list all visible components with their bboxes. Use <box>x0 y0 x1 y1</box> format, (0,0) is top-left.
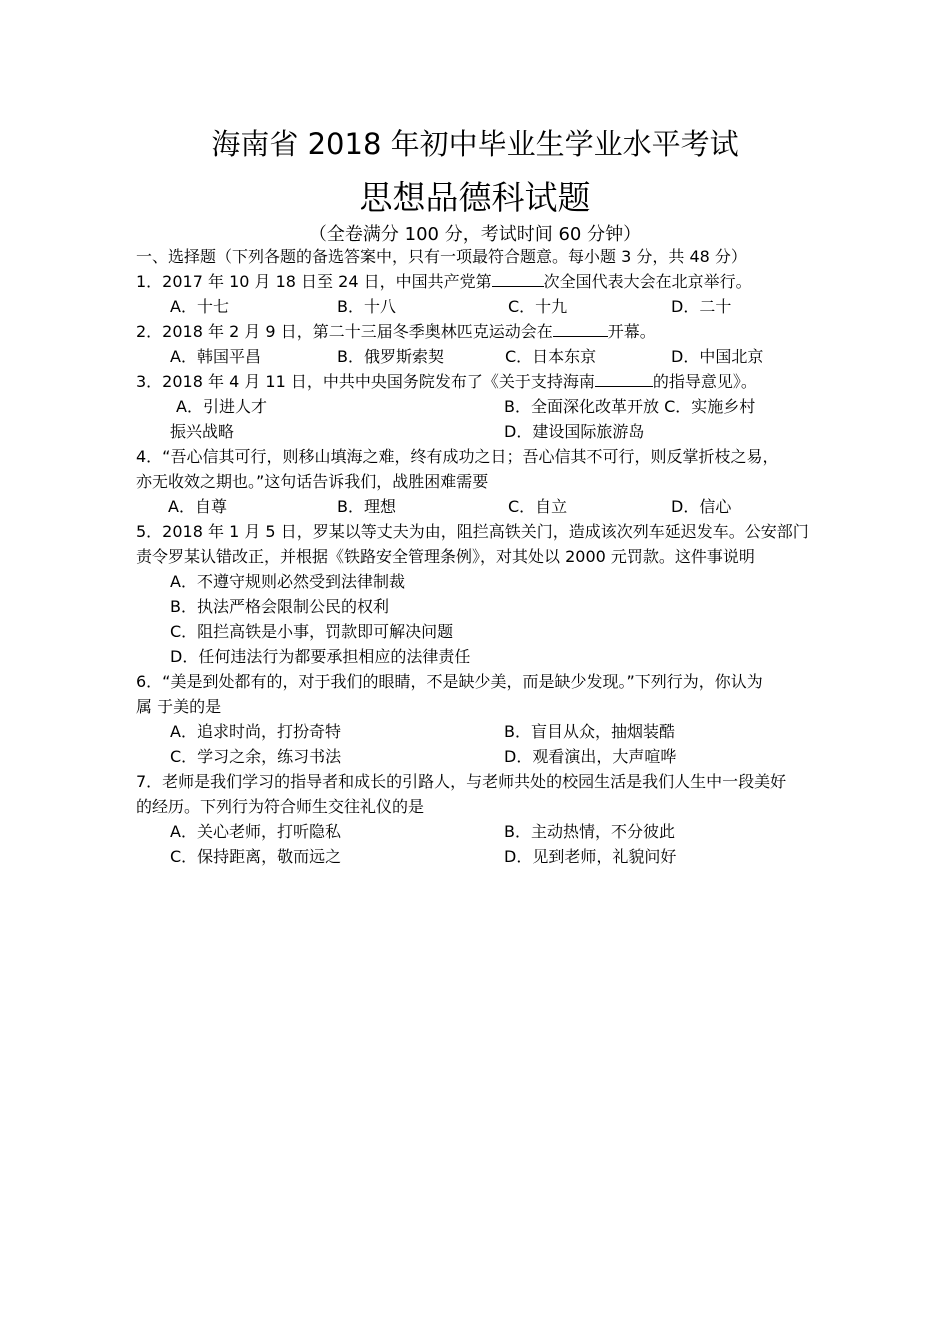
question-2-option-a: A．韩国平昌 <box>170 347 261 366</box>
question-4-option-a: A．自尊 <box>168 497 227 516</box>
question-4-option-c: C．自立 <box>508 497 568 516</box>
question-3-option-d: D．建设国际旅游岛 <box>504 422 645 441</box>
exam-subject-title: 思想品德科试题 <box>359 178 591 217</box>
question-6-stem-line2: 属 于美的是 <box>136 697 222 716</box>
question-4-option-d: D．信心 <box>671 497 732 516</box>
question-5-option-a: A．不遵守规则必然受到法律制裁 <box>170 572 405 591</box>
question-6-option-d: D．观看演出，大声喧哗 <box>504 747 677 766</box>
question-2-stem-part2: 开幕。 <box>607 322 656 341</box>
question-5-option-c: C．阻拦高铁是小事，罚款即可解决问题 <box>170 622 454 641</box>
question-7-stem-line1: 7．老师是我们学习的指导者和成长的引路人，与老师共处的校园生活是我们人生中一段美好 <box>136 772 787 791</box>
question-7-stem-line2: 的经历。下列行为符合师生交往礼仪的是 <box>136 797 425 816</box>
question-1-option-a: A．十七 <box>170 297 229 316</box>
question-2-stem-part1: 2．2018 年 2 月 9 日，第二十三届冬季奥林匹克运动会在 <box>136 322 553 341</box>
question-2-option-d: D．中国北京 <box>671 347 764 366</box>
answer-blank <box>595 372 653 387</box>
question-3-option-c-continued: 振兴战略 <box>170 422 235 441</box>
question-4-stem-line2: 亦无收效之期也。”这句话告诉我们，战胜困难需要 <box>136 472 489 491</box>
question-1-stem-part1: 1．2017 年 10 月 18 日至 24 日，中国共产党第 <box>136 272 492 291</box>
section-heading: 一、选择题（下列各题的备选答案中，只有一项最符合题意。每小题 3 分，共 48 分） <box>136 247 747 266</box>
question-6-option-b: B．盲目从众，抽烟装酷 <box>504 722 675 741</box>
question-3-stem-part2: 的指导意见》。 <box>652 372 757 391</box>
question-5-option-b: B．执法严格会限制公民的权利 <box>170 597 389 616</box>
question-2-option-c: C．日本东京 <box>505 347 597 366</box>
question-1-stem-part2: 次全国代表大会在北京举行。 <box>543 272 752 291</box>
question-6-option-a: A．追求时尚，打扮奇特 <box>170 722 341 741</box>
question-4-stem-line1: 4．“吾心信其可行，则移山填海之难，终有成功之日；吾心信其不可行，则反掌折枝之易， <box>136 447 779 466</box>
question-3-option-b-c: B．全面深化改革开放 C．实施乡村 <box>504 397 756 416</box>
question-7-option-d: D．见到老师，礼貌问好 <box>504 847 677 866</box>
answer-blank <box>553 322 608 337</box>
answer-blank <box>492 272 544 287</box>
question-3-stem-part1: 3．2018 年 4 月 11 日，中共中央国务院发布了《关于支持海南 <box>136 372 595 391</box>
question-1-option-d: D．二十 <box>671 297 732 316</box>
question-3-stem <box>136 372 757 392</box>
exam-info: （全卷满分 100 分，考试时间 60 分钟） <box>308 224 642 245</box>
question-5-stem-line1: 5．2018 年 1 月 5 日，罗某以等丈夫为由，阻拦高铁关门，造成该次列车延迟发车。公安部门 <box>136 522 809 541</box>
question-2-option-b: B．俄罗斯索契 <box>337 347 444 366</box>
question-5-stem-line2: 责令罗某认错改正，并根据《铁路安全管理条例》，对其处以 2000 元罚款。这件事说明 <box>136 547 755 566</box>
question-3-option-a: A．引进人才 <box>176 397 267 416</box>
question-6-stem-line1: 6．“美是到处都有的，对于我们的眼睛，不是缺少美，而是缺少发现。”下列行为，你认为 <box>136 672 763 691</box>
question-1-option-b: B．十八 <box>337 297 396 316</box>
question-7-option-c: C．保持距离，敬而远之 <box>170 847 342 866</box>
question-7-option-a: A．关心老师，打听隐私 <box>170 822 341 841</box>
question-4-option-b: B．理想 <box>337 497 396 516</box>
question-1-option-c: C．十九 <box>508 297 568 316</box>
question-1-stem <box>136 272 752 292</box>
question-6-option-c: C．学习之余，练习书法 <box>170 747 342 766</box>
question-7-option-b: B．主动热情，不分彼此 <box>504 822 675 841</box>
question-5-option-d: D．任何违法行为都要承担相应的法律责任 <box>170 647 471 666</box>
exam-title: 海南省 2018 年初中毕业生学业水平考试 <box>211 127 739 161</box>
question-2-stem <box>136 322 656 342</box>
